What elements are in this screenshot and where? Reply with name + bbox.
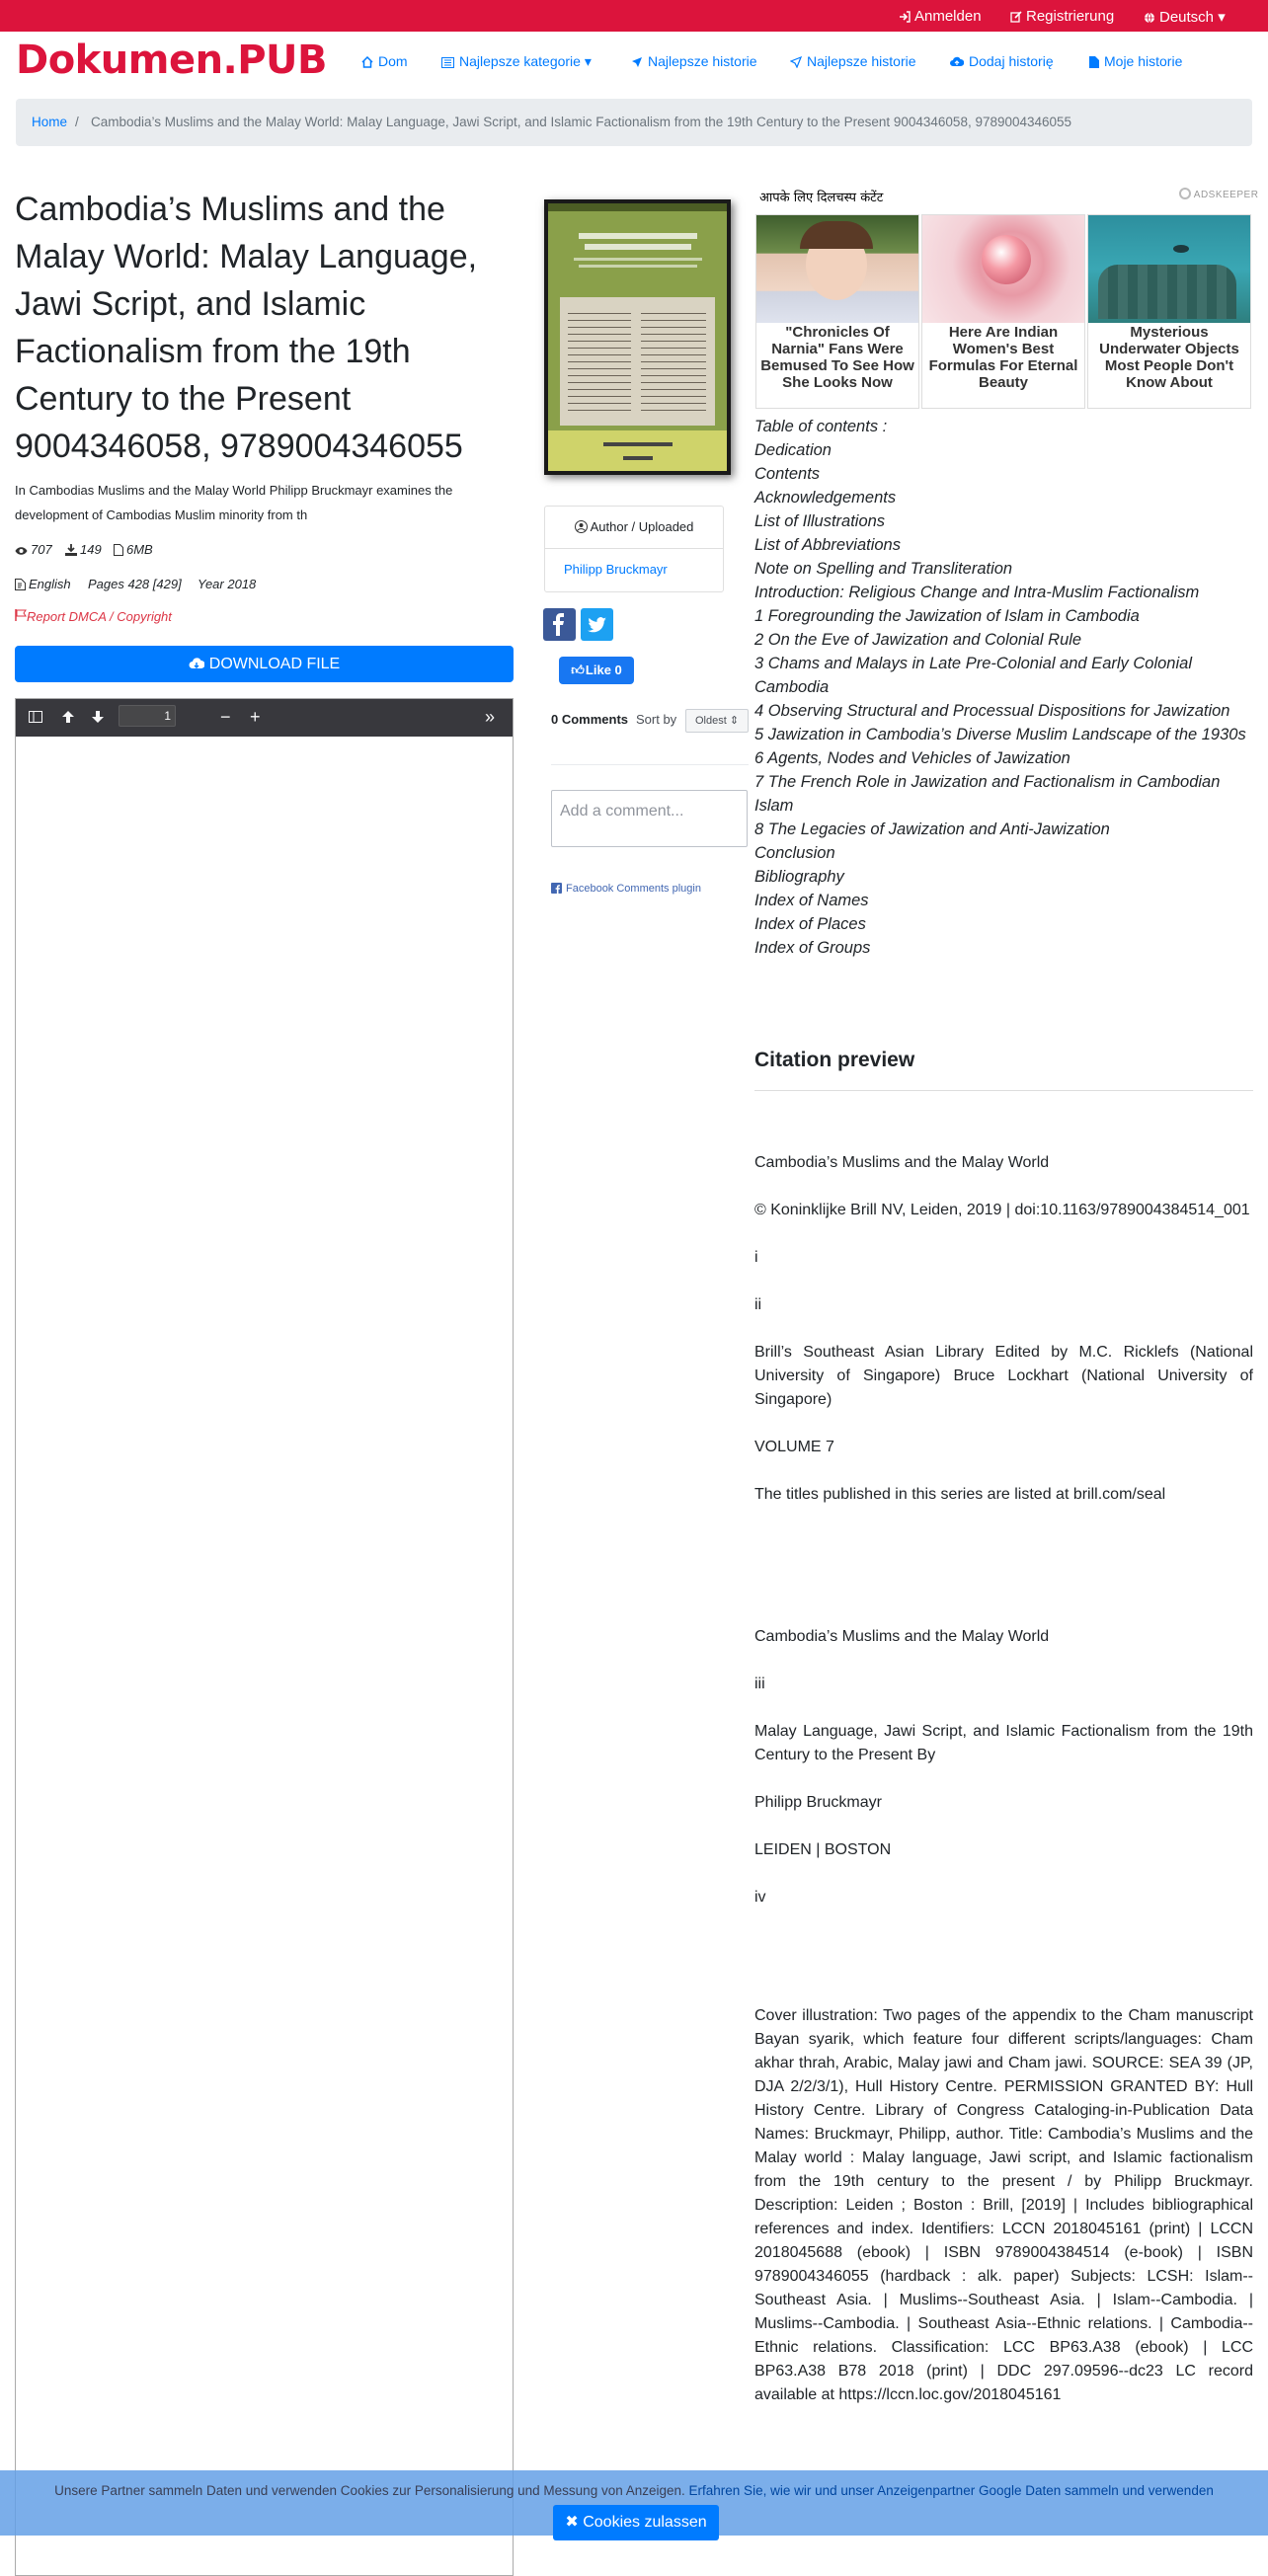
preview-paragraph: Cover illustration: Two pages of the appendix to the Cham manuscript Bayan syarik, which feature four different scripts/languages: Cham akhar thrah, Arabic, Malay jawi and Cham jawi. SOURCE: SEA 39 (JP, DJA 2/2/3/1), Hull History Centre. PERMISSION GRANTED BY: Hull History Centre. Library of Congress Cataloging-in-Publication Data Names: Bruckmayr, Philipp, author. Title: Cambodia’s Muslims and the Malay world : Malay language, Jawi script, and Islamic factionalism from the 19th century to the present / by Philipp Bruckmayr. Description: Leiden ; Boston : Brill, [2019] | Includes bibliographical references and index. Identifiers: LCCN 2018045161 (print) | LCCN 2018045688 (ebook) | ISBN 9789004384514 (e-book) | ISBN 9789004346055 (hardback : alk. paper) Subjects: LCSH: Islam--Southeast Asia. | Muslims--Southeast Asia. | Islam--Cambodia. | Muslims--Cambodia. | Southeast Asia--Ethnic relations. | Cambodia--Ethnic relations. Classification: LCC BP63.A38 (ebook) | LCC BP63.A38 B78 2018 (print) | DDC 297.09596--dc23 LC record available at https://lccn.loc.gov/2018045161 [754,2007,1253,2403]
nav-home[interactable]: Dom [361,53,408,69]
previous-page-icon[interactable] [61,709,75,730]
ad-card[interactable] [1087,214,1251,409]
ad-image [756,215,918,323]
page-count: Pages 428 [429] [88,577,182,591]
site-logo[interactable]: Dokumen.PUB [16,38,328,83]
preview-paragraph: Cambodia’s Muslims and the Malay World [754,1154,1050,1171]
cloud-upload-icon [950,56,964,68]
preview-paragraph: Malay Language, Jawi Script, and Islamic Factionalism from the 19th Century to the Present By [754,1723,1253,1763]
allow-cookies-button[interactable]: ✖ Cookies zulassen [553,2505,718,2540]
preview-paragraph: iii [754,1676,765,1692]
ad-provider-logo[interactable]: ADSKEEPER [1179,188,1258,200]
ad-caption: Mysterious Underwater Objects Most People Don't Know About [1099,324,1239,391]
year: Year 2018 [198,577,257,591]
more-tools-icon[interactable]: » [485,707,496,727]
preview-paragraph: © Koninklijke Brill NV, Leiden, 2019 | doi:10.1163/9789004384514_001 [754,1202,1250,1218]
flag-icon [15,609,27,621]
report-dmca-link[interactable]: Report DMCA / Copyright [15,609,172,624]
sidebar-toggle-icon[interactable] [28,709,43,730]
facebook-icon [551,883,562,894]
toc-item: Conclusion [754,844,835,862]
nav-top-categories[interactable]: Najlepsze kategorie ▾ [441,53,592,70]
facebook-share-icon[interactable] [543,608,576,641]
edit-icon [1010,11,1022,23]
cookie-banner [0,2470,1268,2536]
send-icon [790,56,802,68]
toc-item: 4 Observing Structural and Processual Dispositions for Jawization [754,702,1230,720]
adskeeper-icon [1179,188,1191,199]
cloud-download-icon [189,658,204,671]
breadcrumb-current: Cambodia’s Muslims and the Malay World: Malay Language, Jawi Script, and Islamic Factionalism from the 19th Century to the Present 9004346058, 9789004346055 [91,115,1072,129]
book-cover [544,199,731,475]
eye-icon [15,546,28,556]
breadcrumb [16,99,1252,146]
preview-paragraph: Philipp Bruckmayr [754,1794,882,1811]
preview-paragraph [754,1530,1253,1554]
send-icon [631,56,643,68]
preview-paragraph [754,1578,1253,1601]
thumbs-up-icon: 👍︎ [571,663,585,677]
toc-item: 3 Chams and Malays in Late Pre-Colonial and Early Colonial Cambodia [754,655,1192,696]
ad-card[interactable] [755,214,919,409]
toc-item: Index of Places [754,915,866,933]
preview-paragraph [754,1933,1253,1981]
preview-paragraph: i [754,1249,758,1266]
pdf-viewer[interactable] [15,698,514,2576]
nav-top-stories-2[interactable]: Najlepsze historie [790,53,916,69]
globe-icon [1144,12,1155,24]
toc-item: Introduction: Religious Change and Intra-Muslim Factionalism [754,584,1200,601]
nav-add-story[interactable]: Dodaj historię [950,53,1054,69]
twitter-share-icon[interactable] [581,608,613,641]
nav-my-stories[interactable]: Moje historie [1089,53,1182,69]
toc-item: Acknowledgements [754,489,897,507]
toc-label: Table of contents : [754,418,888,435]
toc-item: 8 The Legacies of Jawization and Anti-Jawization [754,820,1110,838]
ad-caption: Here Are Indian Women's Best Formulas For Eternal Beauty [928,324,1078,391]
viewer-toolbar [16,699,513,737]
language: English [15,577,71,591]
table-of-contents [754,415,1258,960]
breadcrumb-separator: / [75,115,79,129]
zoom-in-button[interactable]: + [250,707,261,727]
zoom-out-button[interactable]: − [220,707,231,727]
facebook-like-button[interactable]: 👍︎ Like 0 [559,657,634,684]
toc-item: Contents [754,465,821,483]
author-box-header: Author / Uploaded [590,519,694,534]
preview-paragraph: The titles published in this series are listed at brill.com/seal [754,1486,1166,1503]
cookie-info-link[interactable]: Erfahren Sie, wie wir und unser Anzeigenpartner Google Daten sammeln und verwenden [688,2483,1214,2498]
downloads-count: 149 [65,542,102,557]
citation-preview-heading: Citation preview [754,1049,915,1071]
file-icon [114,544,123,556]
next-page-icon[interactable] [91,709,105,730]
toc-item: 6 Agents, Nodes and Vehicles of Jawization [754,749,1070,767]
ad-card[interactable] [921,214,1085,409]
language-dropdown[interactable]: Deutsch ▾ [1144,8,1226,26]
close-icon: ✖ [565,2514,579,2531]
toc-item: 7 The French Role in Jawization and Factionalism in Cambodian Islam [754,773,1221,815]
nav-top-stories-1[interactable]: Najlepsze historie [631,53,757,69]
user-circle-icon [575,520,588,533]
toc-item: Bibliography [754,868,844,886]
facebook-comments-plugin-link[interactable]: Facebook Comments plugin [551,883,701,895]
language-icon [15,579,26,590]
toc-item: Note on Spelling and Transliteration [754,560,1013,578]
book-description: In Cambodias Muslims and the Malay World Philipp Bruckmayr examines the development of Cambodias Muslim minority from th [15,483,453,522]
top-bar [0,0,1268,32]
caret-down-icon: ▾ [1214,9,1226,26]
toc-item: List of Abbreviations [754,536,901,554]
sort-select[interactable]: Oldest ⇕ [685,709,749,733]
comment-input[interactable]: Add a comment... [551,790,748,847]
divider [754,1090,1253,1091]
ad-heading: आपके लिए दिलचस्प कंटेंट [759,191,884,205]
register-link[interactable]: Registrierung [1010,8,1114,25]
preview-paragraph: Cambodia’s Muslims and the Malay World [754,1628,1050,1645]
sort-arrows-icon: ⇕ [729,715,740,727]
author-box [544,506,724,592]
login-link[interactable]: Anmelden [899,8,982,25]
preview-paragraph: iv [754,1889,766,1906]
breadcrumb-home[interactable]: Home [32,115,68,129]
citation-preview-text [754,1151,1253,2431]
page-title: Cambodia’s Muslims and the Malay World: Malay Language, Jawi Script, and Islamic Factionalism from the 19th Century to the Present 9004346058, 9789004346055 [15,191,478,465]
toc-item: 1 Foregrounding the Jawization of Islam in Cambodia [754,607,1140,625]
toc-item: Index of Names [754,892,869,909]
comments-count: 0 Comments [551,712,629,727]
manuscript-image [560,297,715,426]
download-icon [65,544,77,556]
cookie-text: Unsere Partner sammeln Daten und verwenden Cookies zur Personalisierung und Messung von Anzeigen. [54,2483,685,2498]
divider [551,764,749,765]
toc-item: Dedication [754,441,832,459]
preview-paragraph: ii [754,1296,762,1313]
home-icon [361,56,373,68]
ad-caption: "Chronicles Of Narnia" Fans Were Bemused To See How She Looks Now [760,324,914,391]
toc-item: 2 On the Eve of Jawization and Colonial Rule [754,631,1082,649]
views-count: 707 [15,542,52,557]
sign-in-icon [899,11,911,23]
download-button[interactable]: DOWNLOAD FILE [15,646,514,682]
preview-paragraph: VOLUME 7 [754,1439,834,1455]
toc-item: List of Illustrations [754,512,886,530]
toc-item: Index of Groups [754,939,871,957]
author-link[interactable]: Philipp Bruckmayr [564,562,668,577]
ad-image [1088,215,1250,323]
preview-paragraph: LEIDEN | BOSTON [754,1841,892,1858]
ad-image [922,215,1084,323]
preview-paragraph: Brill’s Southeast Asian Library Edited by M.C. Ricklefs (National University of Singapore) Bruce Lockhart (National University of Singapore) [754,1344,1253,1408]
caret-down-icon: ▾ [580,53,592,69]
file-size: 6MB [114,542,153,557]
page-number-input[interactable]: 1 [119,705,176,727]
sort-by-label: Sort by [636,712,677,727]
file-icon [1089,56,1099,68]
list-icon [441,57,454,68]
toc-item: 5 Jawization in Cambodia’s Diverse Muslim Landscape of the 1930s [754,726,1246,743]
